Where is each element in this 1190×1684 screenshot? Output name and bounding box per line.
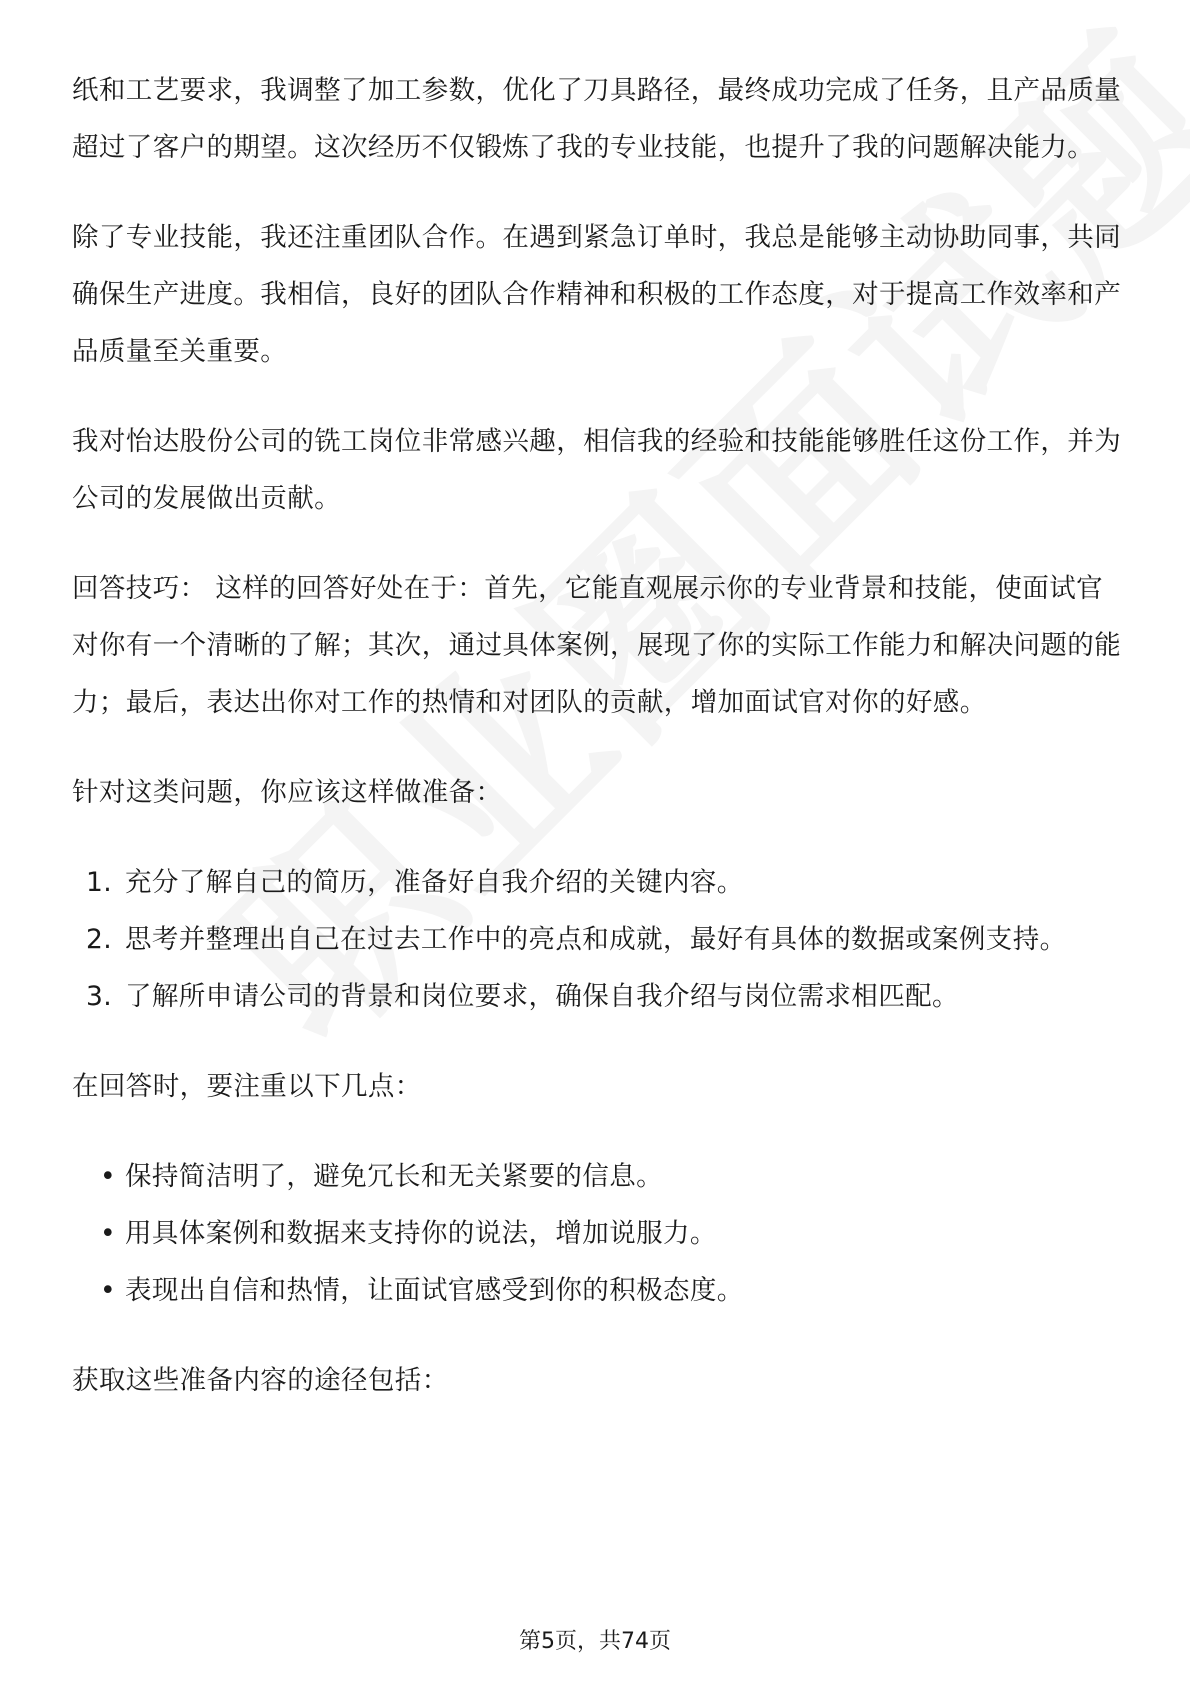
list-number: 3. (86, 981, 113, 1012)
bullet-icon: • (100, 1161, 117, 1192)
list-item (72, 968, 1122, 1025)
list-item (72, 911, 1122, 968)
list-item (72, 1148, 1122, 1205)
list-number: 2. (86, 924, 113, 955)
document-body (72, 62, 1122, 1442)
prep-heading: 针对这类问题，你应该这样做准备： (72, 777, 503, 808)
answer-heading: 在回答时，要注重以下几点： (72, 1071, 422, 1102)
list-item (72, 1262, 1122, 1319)
page-footer: 第5页，共74页 (519, 1629, 671, 1654)
answer-list (72, 1148, 1122, 1319)
paragraph-experience: 纸和工艺要求，我调整了加工参数，优化了刀具路径，最终成功完成了任务，且产品质量超过了客户的期望。这次经历不仅锻炼了我的专业技能，也提升了我的问题解决能力。 (72, 75, 1122, 163)
list-item (72, 1205, 1122, 1262)
list-number: 1. (86, 867, 113, 898)
list-item-text: 用具体案例和数据来支持你的说法，增加说服力。 (125, 1218, 717, 1249)
bullet-icon: • (100, 1275, 117, 1306)
prep-list (72, 854, 1122, 1025)
list-item-text: 了解所申请公司的背景和岗位要求，确保自我介绍与岗位需求相匹配。 (125, 981, 959, 1012)
list-item-text: 表现出自信和热情，让面试官感受到你的积极态度。 (125, 1275, 744, 1306)
paragraph-answer-tips: 回答技巧： 这样的回答好处在于：首先，它能直观展示你的专业背景和技能，使面试官对你有一个清晰的了解；其次，通过具体案例，展现了你的实际工作能力和解决问题的能力；最后，表达出你对工作的热情和对团队的贡献，增加面试官对你的好感。 (72, 573, 1122, 718)
list-item (72, 854, 1122, 911)
bullet-icon: • (100, 1218, 117, 1249)
paragraph-teamwork: 除了专业技能，我还注重团队合作。在遇到紧急订单时，我总是能够主动协助同事，共同确保生产进度。我相信，良好的团队合作精神和积极的工作态度，对于提高工作效率和产品质量至关重要。 (72, 222, 1122, 367)
list-item-text: 充分了解自己的简历，准备好自我介绍的关键内容。 (125, 867, 744, 898)
list-item-text: 保持简洁明了，避免冗长和无关紧要的信息。 (125, 1161, 663, 1192)
paragraph-interest: 我对怡达股份公司的铣工岗位非常感兴趣，相信我的经验和技能能够胜任这份工作，并为公司的发展做出贡献。 (72, 426, 1122, 514)
sources-heading: 获取这些准备内容的途径包括： (72, 1365, 449, 1396)
list-item-text: 思考并整理出自己在过去工作中的亮点和成就，最好有具体的数据或案例支持。 (125, 924, 1067, 955)
